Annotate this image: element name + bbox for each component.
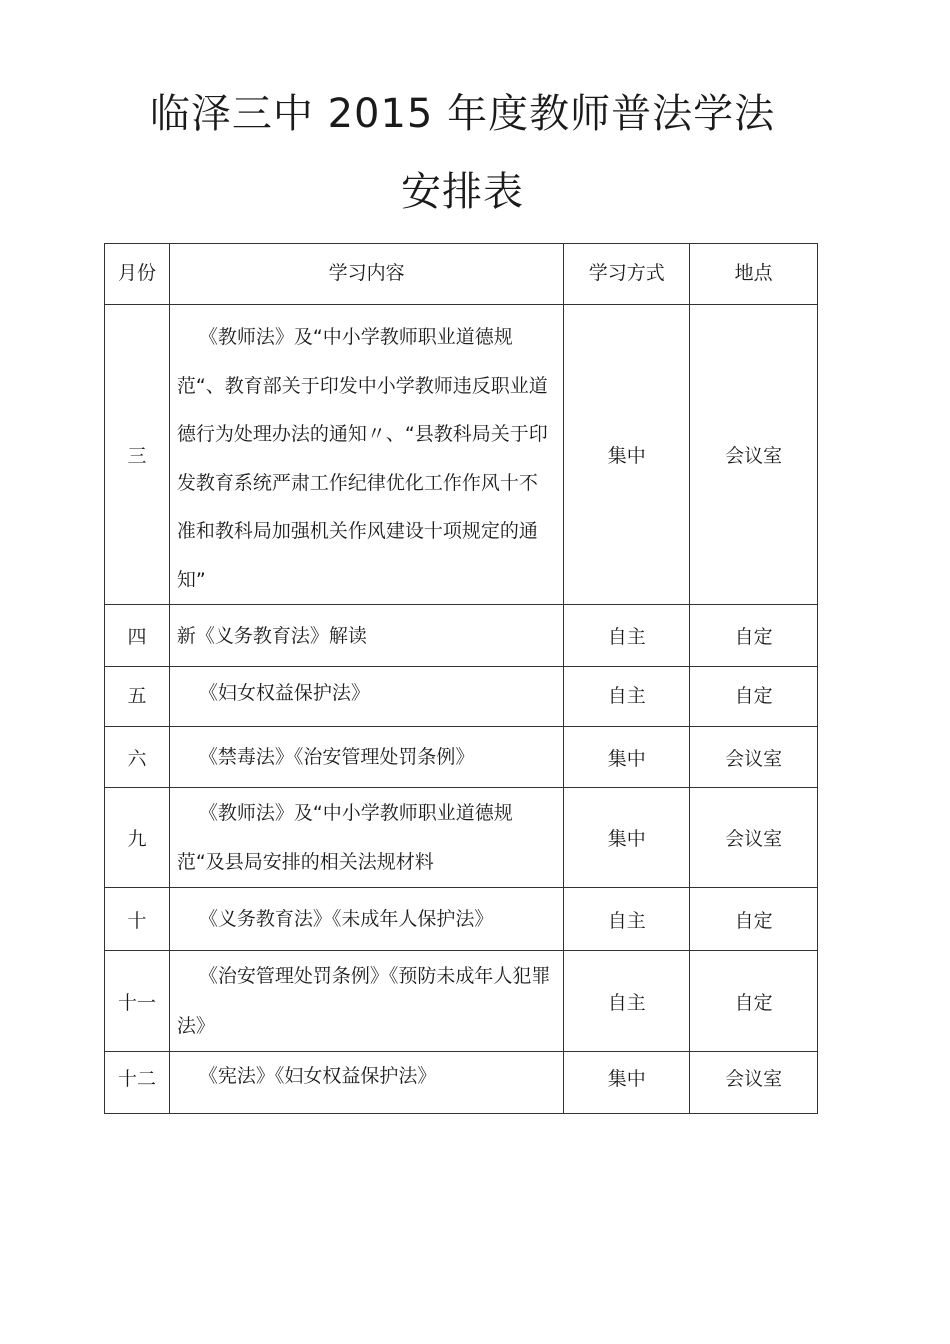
table-row [105, 1052, 818, 1114]
method-cell: 自主 [564, 667, 690, 727]
table-row [105, 305, 818, 605]
method-cell: 集中 [564, 1052, 690, 1114]
method-cell: 集中 [564, 788, 690, 888]
table-row [105, 667, 818, 727]
content-cell: 新《义务教育法》解读 [169, 605, 563, 667]
month-cell: 十二 [105, 1052, 170, 1114]
method-cell: 自主 [564, 888, 690, 951]
table-row [105, 951, 818, 1052]
schedule-table [104, 243, 818, 1114]
content-cell: 《教师法》及“中小学教师职业道德规范“、教育部关于印发中小学教师违反职业道德行为处理办法的通知〃、“县教科局关于印发教育系统严肃工作纪律优化工作作风十不准和教科局加强机关作风建设十项规定的通知” [169, 305, 563, 605]
table-row [105, 788, 818, 888]
location-cell: 会议室 [690, 1052, 818, 1114]
table-row [105, 605, 818, 667]
month-cell: 十 [105, 888, 170, 951]
content-cell: 《治安管理处罚条例》《预防未成年人犯罪法》 [169, 951, 563, 1052]
page-title-line-1: 临泽三中 2015 年度教师普法学法 [149, 91, 776, 137]
table-header-row [105, 244, 818, 305]
content-cell: 《妇女权益保护法》 [169, 667, 563, 727]
location-cell: 自定 [690, 888, 818, 951]
content-cell: 《教师法》及“中小学教师职业道德规范“及县局安排的相关法规材料 [169, 788, 563, 888]
month-cell: 四 [105, 605, 170, 667]
location-cell: 会议室 [690, 305, 818, 605]
header-month: 月份 [105, 244, 170, 305]
location-cell: 会议室 [690, 727, 818, 788]
month-cell: 三 [105, 305, 170, 605]
header-location: 地点 [690, 244, 818, 305]
month-cell: 五 [105, 667, 170, 727]
table-row [105, 888, 818, 951]
header-content: 学习内容 [169, 244, 563, 305]
method-cell: 自主 [564, 605, 690, 667]
location-cell: 自定 [690, 667, 818, 727]
content-cell: 《禁毒法》《治安管理处罚条例》 [169, 727, 563, 788]
method-cell: 自主 [564, 951, 690, 1052]
location-cell: 自定 [690, 951, 818, 1052]
month-cell: 六 [105, 727, 170, 788]
month-cell: 九 [105, 788, 170, 888]
page-title-line-2: 安排表 [401, 169, 524, 215]
location-cell: 会议室 [690, 788, 818, 888]
method-cell: 集中 [564, 727, 690, 788]
table-row [105, 727, 818, 788]
content-cell: 《宪法》《妇女权益保护法》 [169, 1052, 563, 1114]
content-cell: 《义务教育法》《未成年人保护法》 [169, 888, 563, 951]
header-method: 学习方式 [564, 244, 690, 305]
location-cell: 自定 [690, 605, 818, 667]
month-cell: 十一 [105, 951, 170, 1052]
method-cell: 集中 [564, 305, 690, 605]
